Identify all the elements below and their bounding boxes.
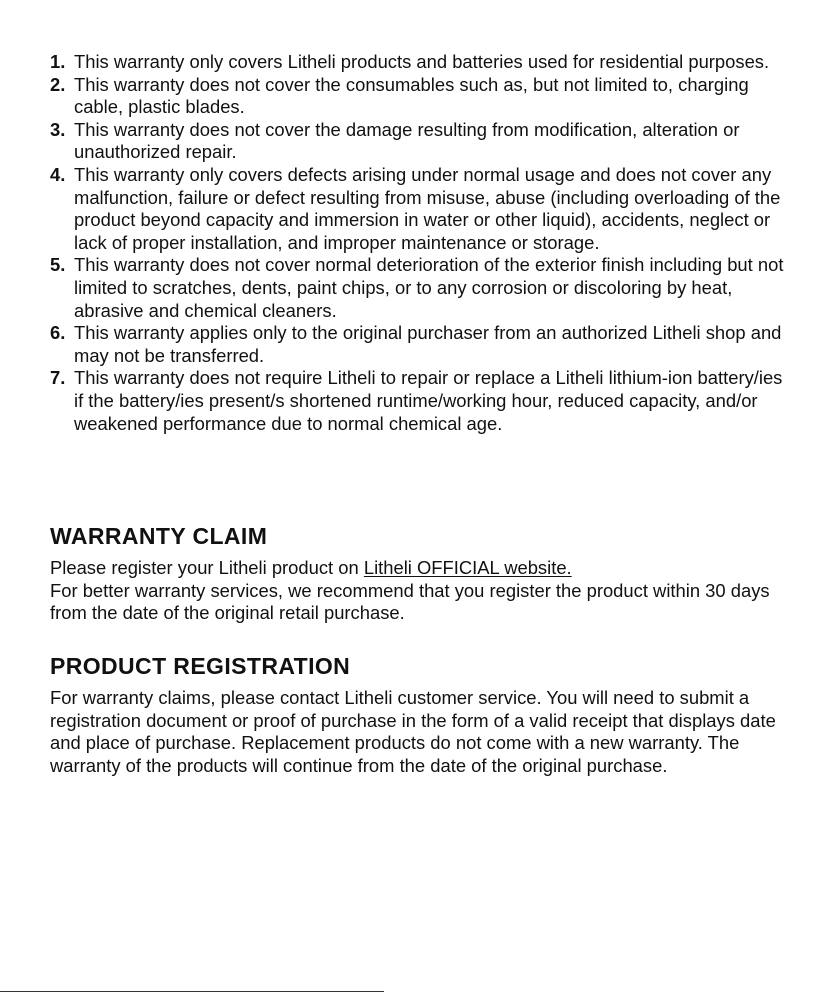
footer-divider (0, 991, 384, 992)
list-item (50, 74, 790, 119)
list-item-number: 5. (50, 254, 66, 276)
list-item-number: 3. (50, 118, 66, 140)
list-item (50, 254, 790, 322)
list-item (50, 367, 790, 435)
list-item-number: 4. (50, 163, 66, 185)
list-item-number: 6. (50, 322, 66, 344)
warranty-claim-body: For better warranty services, we recommend that you register the product within 30 days from the date of the original retail purchase. (50, 579, 770, 624)
list-item (50, 164, 790, 254)
list-item (50, 119, 790, 164)
product-registration-paragraph: For warranty claims, please contact Litheli customer service. You will need to submit a registration document or proof of purchase in the form of a valid receipt that displays date and place of purchase. Replacement products do not come with a new warranty. The warranty of the products will continue from the date of the original purchase. (50, 687, 776, 776)
list-item (50, 322, 790, 367)
list-item-text: This warranty does not cover normal deterioration of the exterior finish including but not limited to scratches, dents, paint chips, or to any corrosion or discoloring by heat, abrasive and chemical cleaners. (74, 254, 784, 321)
list-item-text: This warranty does not require Litheli to repair or replace a Litheli lithium-ion battery/ies if the battery/ies present/s shortened runtime/working hour, reduced capacity, and/or weakened performance due to normal chemical age. (74, 367, 783, 434)
official-website-link[interactable]: Litheli OFFICIAL website. (363, 557, 572, 578)
list-item-text: This warranty does not cover the consumables such as, but not limited to, charging cable, plastic blades. (74, 73, 749, 118)
list-item-number: 2. (50, 73, 66, 95)
list-item-text: This warranty applies only to the original purchaser from an authorized Litheli shop and may not be transferred. (74, 322, 782, 366)
list-item-number: 7. (50, 367, 66, 389)
list-item-text: This warranty only covers Litheli products and batteries used for residential purposes. (74, 51, 770, 72)
product-registration-heading: PRODUCT REGISTRATION (50, 653, 351, 679)
list-item-number: 1. (50, 51, 66, 72)
warranty-terms-list (50, 51, 790, 435)
list-item-text: This warranty only covers defects arising under normal usage and does not cover any malfunction, failure or defect resulting from misuse, abuse (including overloading of the product beyond capacity and immersion in water or other liquid), accidents, neglect or lack of proper installation, and improper maintenance or storage. (74, 163, 781, 253)
warranty-claim-intro: Please register your Litheli product on (50, 557, 364, 578)
warranty-claim-paragraph (50, 557, 790, 625)
warranty-claim-heading: WARRANTY CLAIM (50, 523, 268, 549)
list-item-text: This warranty does not cover the damage resulting from modification, alteration or unauthorized repair. (74, 118, 740, 163)
list-item (50, 51, 790, 74)
